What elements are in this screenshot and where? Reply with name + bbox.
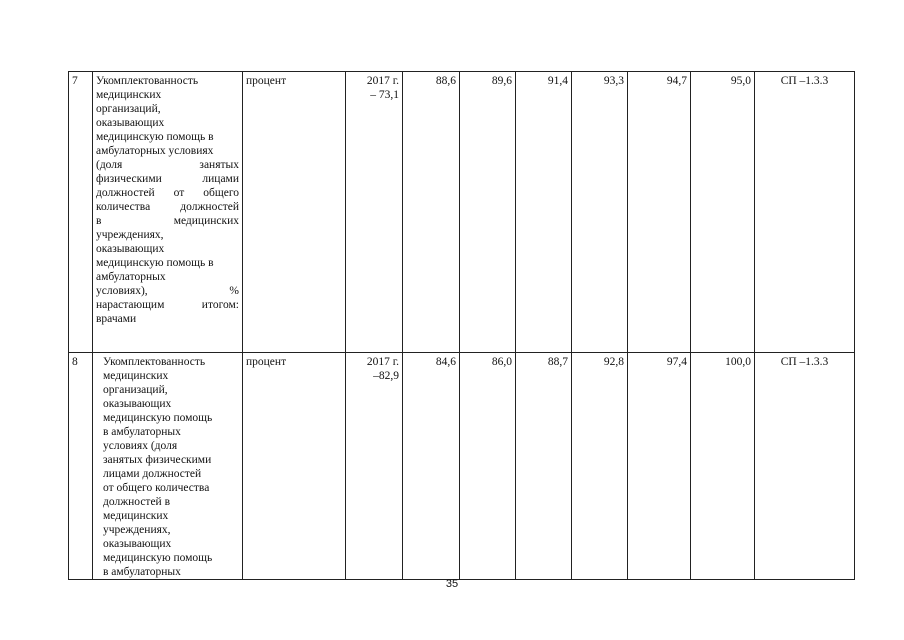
indicator-name-line: в медицинских	[96, 215, 239, 227]
value-cell: 88,7	[516, 353, 572, 580]
base-value-cell	[346, 72, 403, 353]
indicator-name-line: оказывающих	[96, 117, 165, 129]
indicator-name-line: в амбулаторных	[103, 566, 181, 578]
indicator-name-line: медицинскую помощь в	[96, 257, 214, 269]
indicator-name-line: физическими лицами	[96, 173, 239, 185]
indicator-name-line: медицинскую помощь	[103, 412, 213, 424]
value-cell: 100,0	[691, 353, 755, 580]
value-cell: 95,0	[691, 72, 755, 353]
indicator-name-line: занятых физическими	[103, 454, 212, 466]
indicator-name-line: лицами должностей	[103, 468, 202, 480]
indicator-name-line: оказывающих	[103, 398, 172, 410]
value-cell: 84,6	[403, 353, 460, 580]
indicator-name-line: медицинских	[103, 510, 169, 522]
indicator-name-line: медицинских	[96, 89, 162, 101]
indicator-name-line: организаций,	[103, 384, 168, 396]
source-cell: СП –1.3.3	[755, 353, 855, 580]
indicator-name-line: (доля занятых	[96, 159, 239, 171]
base-value: –82,9	[373, 370, 399, 382]
page-number: 35	[445, 578, 459, 590]
indicator-name-line: учреждениях,	[103, 524, 171, 536]
indicator-name-line: условиях (доля	[103, 440, 178, 452]
indicator-name-line: в амбулаторных	[103, 426, 181, 438]
source-cell: СП –1.3.3	[755, 72, 855, 353]
base-year: 2017 г.	[366, 356, 399, 368]
indicator-name-line: количества должностей	[96, 201, 239, 213]
unit-cell: процент	[243, 353, 346, 580]
indicator-name-line: нарастающим итогом:	[96, 299, 239, 311]
indicators-table	[68, 71, 855, 580]
indicator-name-line: амбулаторных	[96, 271, 166, 283]
table-row	[69, 72, 855, 353]
indicator-name-line: должностей от общего	[96, 187, 239, 199]
indicator-name-line: должностей в	[103, 496, 171, 508]
indicator-name-line: медицинскую помощь	[103, 552, 213, 564]
value-cell: 88,6	[403, 72, 460, 353]
indicator-name-line: организаций,	[96, 103, 161, 115]
row-number: 7	[69, 72, 93, 353]
value-cell: 93,3	[572, 72, 628, 353]
table-row	[69, 353, 855, 580]
indicator-name	[93, 72, 243, 353]
indicator-name-line: медицинскую помощь в	[96, 131, 214, 143]
indicator-name	[93, 353, 243, 580]
value-cell: 97,4	[628, 353, 691, 580]
indicator-name-line: медицинских	[103, 370, 169, 382]
indicator-name-line: Укомплектованность	[103, 356, 206, 368]
indicator-name-line: от общего количества	[103, 482, 210, 494]
indicator-name-line: Укомплектованность	[96, 75, 199, 87]
value-cell: 92,8	[572, 353, 628, 580]
value-cell: 94,7	[628, 72, 691, 353]
indicator-name-line: условиях), %	[96, 285, 239, 297]
indicator-name-line: врачами	[96, 313, 137, 325]
indicator-name-line: учреждениях,	[96, 229, 164, 241]
indicator-name-line: амбулаторных условиях	[96, 145, 214, 157]
value-cell: 89,6	[460, 72, 516, 353]
indicator-name-line: оказывающих	[103, 538, 172, 550]
base-year: 2017 г.	[366, 75, 399, 87]
row-number: 8	[69, 353, 93, 580]
value-cell: 86,0	[460, 353, 516, 580]
unit-cell: процент	[243, 72, 346, 353]
base-value-cell	[346, 353, 403, 580]
indicator-name-line: оказывающих	[96, 243, 165, 255]
base-value: – 73,1	[370, 89, 399, 101]
value-cell: 91,4	[516, 72, 572, 353]
